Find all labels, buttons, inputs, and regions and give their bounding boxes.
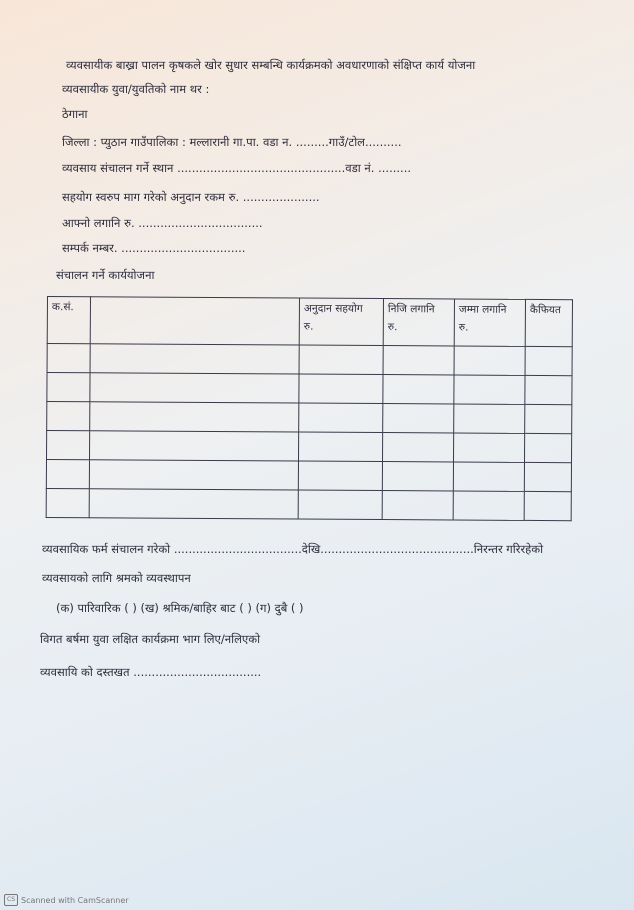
camscanner-watermark <box>4 894 129 906</box>
col-grant: अनुदान सहयोग रु. <box>299 298 383 346</box>
table-row <box>47 344 572 376</box>
table-cell <box>383 346 454 375</box>
watermark-text: Scanned with CamScanner <box>21 895 129 905</box>
table-cell <box>382 462 453 491</box>
table-cell <box>525 346 572 375</box>
table-row <box>46 460 571 492</box>
own-investment-line: आफ्नो लगानि रु. .................................. <box>62 216 263 230</box>
table-cell <box>299 345 383 375</box>
table-row <box>46 488 571 520</box>
district-line: जिल्ला : प्युठान गाउँपालिका : मल्लारानी गा.पा. वडा न. .........गाउँ/टोल.......... <box>62 135 402 149</box>
table-cell <box>454 346 525 375</box>
table-cell <box>453 462 524 491</box>
table-cell <box>298 461 382 491</box>
table-cell <box>524 433 571 462</box>
table-cell <box>47 373 90 402</box>
col-serial: क.सं. <box>47 297 90 344</box>
table-cell <box>525 404 572 433</box>
labor-label: व्यवसायको लागि श्रमको व्यवस्थापन <box>42 571 191 585</box>
table-cell <box>524 462 571 491</box>
table-cell <box>524 491 571 520</box>
table-cell <box>453 491 524 520</box>
table-row <box>47 431 572 463</box>
table-header-row <box>47 297 572 347</box>
table-cell <box>525 375 572 404</box>
table-cell <box>90 431 299 461</box>
table-row <box>47 402 572 434</box>
table-cell <box>383 404 454 433</box>
table-cell <box>47 402 90 431</box>
table-cell <box>299 403 383 433</box>
grant-request-line: सहयोग स्वरुप माग गरेको अनुदान रकम रु. ..................... <box>62 190 320 204</box>
col-remarks: कैफियत <box>525 299 572 346</box>
signature-line: व्यवसायि को दस्तखत ................................... <box>40 665 262 679</box>
col-description <box>90 297 299 345</box>
table-cell <box>90 402 299 432</box>
plan-heading: संचालन गर्ने कार्ययोजना <box>56 268 155 282</box>
labor-options: (क) पारिवारिक ( ) (ख) श्रमिक/बाहिर बाट ( ) (ग) दुबै ( ) <box>56 601 304 615</box>
table-cell <box>383 375 454 404</box>
table-cell <box>298 490 382 520</box>
table-cell <box>47 431 90 460</box>
table-cell <box>454 404 525 433</box>
table-cell <box>90 344 299 374</box>
table-cell <box>454 375 525 404</box>
table-cell <box>46 460 89 489</box>
table-cell <box>298 432 382 462</box>
operation-line: व्यवसायिक फर्म संचालन गरेको ...................................देखि..........................................निरन्तर गरिरहेको <box>42 542 544 556</box>
col-own-investment: निजि लगानि रु. <box>383 299 454 346</box>
contact-line: सम्पर्क नम्बर. .................................. <box>62 241 246 255</box>
table-cell <box>382 433 453 462</box>
form-title: व्यवसायीक बाख्रा पालन कृषकले खोर सुधार सम्बन्धि कार्यक्रमको अवधारणाको संक्षिप्त कार्य योजना <box>66 58 476 72</box>
table-cell <box>46 488 89 517</box>
table-cell <box>453 433 524 462</box>
name-field: व्यवसायीक युवा/युवतिको नाम थर : <box>62 82 210 96</box>
past-year-line: विगत बर्षमा युवा लक्षित कार्यक्रमा भाग लिए/नलिएको <box>40 632 261 646</box>
table-cell <box>299 374 383 404</box>
camscanner-icon: CS <box>4 894 18 906</box>
address-label: ठेगाना <box>62 107 88 121</box>
table-cell <box>89 489 298 519</box>
table-row <box>47 373 572 405</box>
table-cell <box>89 460 298 490</box>
table-cell <box>382 491 453 520</box>
plan-table <box>46 296 573 521</box>
business-place-line: व्यवसाय संचालन गर्ने स्थान ..............................................वडा नं. ......... <box>62 161 412 175</box>
table-cell <box>90 373 299 403</box>
col-total-investment: जम्मा लगानि रु. <box>454 299 525 346</box>
table-cell <box>47 344 90 373</box>
